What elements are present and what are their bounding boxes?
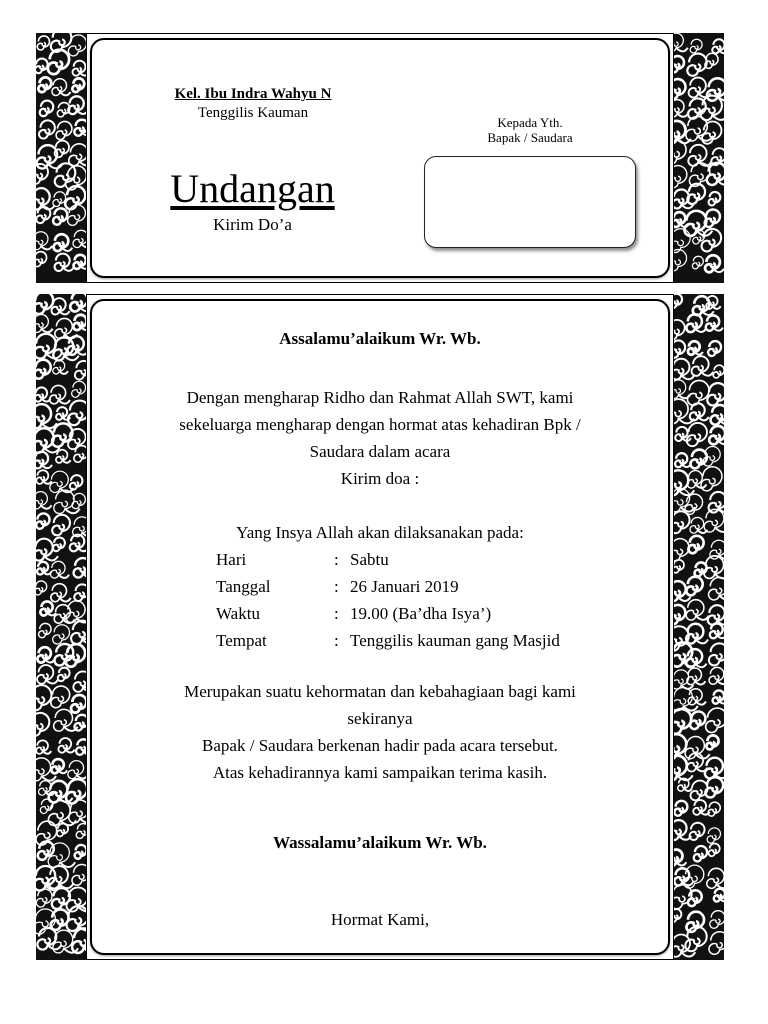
detail-value: Tenggilis kauman gang Masjid (350, 631, 560, 650)
signoff: Hormat Kami, (330, 910, 430, 929)
intro-line-1: Dengan mengharap Ridho dan Rahmat Allah SWT, kami (186, 388, 574, 407)
sender-name: Kel. Ibu Indra Wahyu N (174, 86, 332, 102)
ornament-border-right (672, 33, 724, 283)
detail-value: Sabtu (350, 550, 389, 569)
detail-separator: : (334, 631, 339, 650)
detail-row-place (216, 627, 560, 654)
recipient-address-box (424, 156, 636, 248)
detail-separator: : (334, 577, 339, 596)
detail-value: 26 Januari 2019 (350, 577, 459, 596)
recipient-label-line2: Bapak / Saudara (487, 130, 573, 145)
detail-value: 19.00 (Ba’dha Isya’) (350, 604, 492, 623)
closing-line-4: Atas kehadirannya kami sampaikan terima kasih. (212, 763, 548, 782)
recipient-label-line1: Kepada Yth. (497, 115, 563, 130)
detail-row-day (216, 546, 389, 573)
detail-label: Waktu (216, 604, 260, 623)
detail-separator: : (334, 604, 339, 623)
detail-label: Tempat (216, 631, 267, 650)
greeting: Assalamu’alaikum Wr. Wb. (279, 329, 481, 348)
schedule-intro: Yang Insya Allah akan dilaksanakan pada: (236, 523, 524, 542)
ornament-border-left (36, 33, 88, 283)
detail-label: Hari (216, 550, 247, 569)
event-name: Kirim doa : (340, 469, 420, 488)
closing-line-3: Bapak / Saudara berkenan hadir pada acara tersebut. (202, 736, 558, 755)
intro-line-2: sekeluarga mengharap dengan hormat atas kehadiran Bpk / (179, 415, 581, 434)
intro-line-3: Saudara dalam acara (309, 442, 451, 461)
farewell: Wassalamu’alaikum Wr. Wb. (273, 833, 487, 852)
recipient-label (460, 115, 600, 145)
invitation-title: Undangan (170, 166, 335, 211)
sender-address: Tenggilis Kauman (197, 105, 309, 121)
closing-line-2: sekiranya (347, 709, 413, 728)
detail-separator: : (334, 550, 339, 569)
invitation-subtitle: Kirim Do’a (213, 215, 292, 234)
detail-row-time (216, 600, 491, 627)
detail-row-date (216, 573, 459, 600)
closing-line-1: Merupakan suatu kehormatan dan kebahagiaan bagi kami (184, 682, 576, 701)
ornament-border-left (36, 294, 88, 960)
ornament-border-right (672, 294, 724, 960)
detail-label: Tanggal (216, 577, 271, 596)
